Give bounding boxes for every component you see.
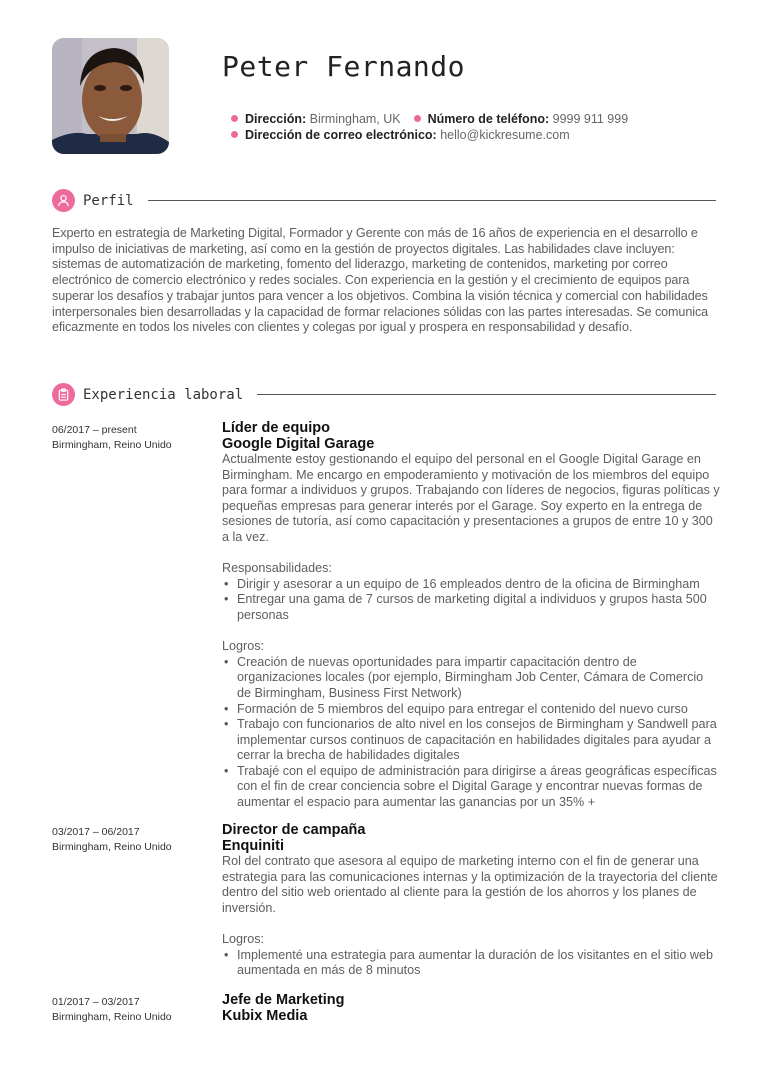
- list-item: • Dirigir y asesorar a un equipo de 16 empleados dentro de la oficina de Birmingham: [222, 577, 720, 593]
- email-value[interactable]: hello@kickresume.com: [440, 128, 570, 142]
- email-label: Dirección de correo electrónico:: [245, 128, 437, 142]
- job-body: [222, 420, 720, 811]
- responsibilities-label: Responsabilidades:: [222, 561, 332, 576]
- section-divider: [148, 200, 716, 202]
- job-company: Kubix Media: [222, 1008, 308, 1024]
- address-value: Birmingham, UK: [309, 112, 401, 126]
- section-divider: [257, 394, 716, 396]
- job-company: Google Digital Garage: [222, 436, 375, 452]
- user-icon: [52, 189, 75, 212]
- list-item: • Entregar una gama de 7 cursos de marketing digital a individuos y grupos hasta 500 personas: [222, 592, 720, 623]
- list-item: • Trabajo con funcionarios de alto nivel en los consejos de Birmingham y Sandwell para implementar cursos continuos de capacitación en habilidades digitales para ayudar a cerrar la brecha de habilidades digitales: [222, 717, 720, 764]
- section-header-experience: [52, 383, 716, 406]
- clipboard-icon: [52, 383, 75, 406]
- list-item: • Creación de nuevas oportunidades para impartir capacitación dentro de organizaciones locales (por ejemplo, Birmingham Job Center, Cámara de Comercio de Birmingham, Business First Network): [222, 655, 720, 702]
- achievements-label: Logros:: [222, 931, 265, 946]
- contact-line-2: [231, 127, 628, 143]
- job-title: Jefe de Marketing: [222, 992, 345, 1008]
- section-title-experience: Experiencia laboral: [83, 386, 244, 403]
- job-meta: [52, 995, 172, 1025]
- profile-photo: [52, 38, 169, 154]
- contact-info: [231, 111, 628, 143]
- achievements-list: [222, 948, 720, 979]
- phone-value: 9999 911 999: [552, 112, 629, 126]
- list-item: • Implementé una estrategia para aumentar la duración de los visitantes en el sitio web aumentada en más de 8 minutos: [222, 948, 720, 979]
- list-item: • Trabajé con el equipo de administración para dirigirse a áreas geográficas específicas con el fin de crear conciencia sobre el Digital Garage y encontrar nuevas formas de aumentar el espacio para aumentar las ganancias por un 35% +: [222, 764, 720, 811]
- bullet-dot-icon: [414, 115, 421, 122]
- portrait-image: [52, 38, 169, 154]
- job-description: Rol del contrato que asesora al equipo de marketing interno con el fin de generar una estrategia para las comunicaciones internas y la optimización de la trayectoria del cliente dentro del sitio web orientado al cliente para la gestión de los ahorros y los planes de inversión.: [222, 854, 718, 915]
- responsibilities-list: [222, 577, 720, 624]
- candidate-name: Peter Fernando: [222, 50, 466, 83]
- job-meta: [52, 825, 172, 855]
- phone-label: Número de teléfono:: [427, 112, 550, 126]
- job-location: Birmingham, Reino Unido: [52, 841, 172, 853]
- job-body: [222, 822, 720, 979]
- job-dates: 06/2017 – present: [52, 424, 137, 436]
- profile-summary: Experto en estrategia de Marketing Digital, Formador y Gerente con más de 16 años de experiencia en el desarrollo e impulso de iniciativas de marketing, así como en la gestión de proyectos digitales. Las habilidades clave incluyen: sistemas de automatización de marketing, fomento del liderazgo, marketing de contenidos, marketing por correo electrónico de comercio electrónico y redes sociales. Con experiencia en la gestión y el crecimiento de equipos para superar los desafíos y trabajar juntos para vencer a los objetivos. Combina la visión técnica y comercial con habilidades interpersonales bien desarrolladas y la capacidad de formar relaciones sólidas con las partes interesadas. Se comunica eficazmente en todos los niveles con clientes y colegas por igual y prospera en responsabilidad y desafío.: [52, 226, 709, 335]
- achievements-label: Logros:: [222, 639, 265, 654]
- achievements-list: [222, 655, 720, 811]
- address-label: Dirección:: [245, 112, 307, 126]
- contact-line-1: [231, 111, 628, 127]
- job-title: Líder de equipo: [222, 420, 330, 436]
- job-company: Enquiniti: [222, 838, 285, 854]
- job-meta: [52, 423, 172, 453]
- section-title-profile: Perfil: [83, 192, 134, 209]
- job-dates: 03/2017 – 06/2017: [52, 826, 140, 838]
- job-body: [222, 992, 720, 1024]
- job-location: Birmingham, Reino Unido: [52, 439, 172, 451]
- job-description: Actualmente estoy gestionando el equipo del personal en el Google Digital Garage en Birmingham. Me encargo en empoderamiento y motivación de los miembros del equipo para formar a individuos y grupos. Trabajando con líderes de negocios, figuras políticas y pequeñas empresas para generar interés por el Garage. Soy experto en la entrega de sesiones de tutoría, así como capacitación y presentaciones a grupos de entre 10 y 300 a la vez.: [222, 452, 720, 544]
- section-header-profile: [52, 189, 716, 212]
- job-location: Birmingham, Reino Unido: [52, 1011, 172, 1023]
- list-item: • Formación de 5 miembros del equipo para entregar el contenido del nuevo curso: [222, 702, 720, 718]
- bullet-dot-icon: [231, 115, 238, 122]
- job-dates: 01/2017 – 03/2017: [52, 996, 140, 1008]
- job-title: Director de campaña: [222, 822, 366, 838]
- bullet-dot-icon: [231, 131, 238, 138]
